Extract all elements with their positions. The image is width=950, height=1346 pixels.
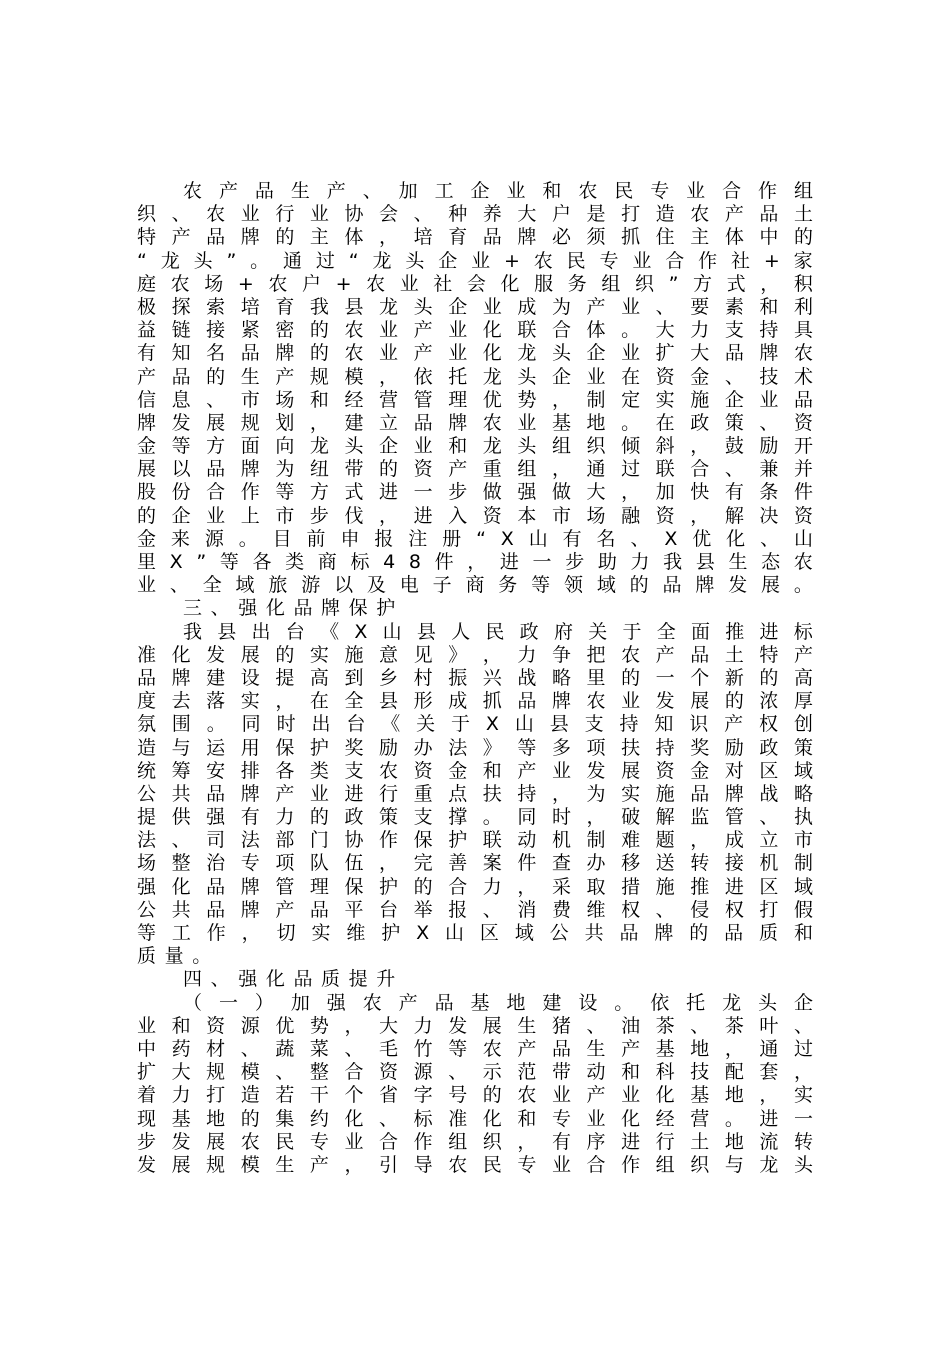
text-line: 业 、 全 域 旅 游 以 及 电 子 商 务 等 领 域 的 品 牌 发 展 。 [137, 574, 813, 597]
text-line: 场 整 治 专 项 队 伍 ， 完 善 案 件 查 办 移 送 转 接 机 制 [137, 852, 813, 875]
text-line: “ 龙 头 ” 。 通 过 “ 龙 头 企 业 + 农 民 专 业 合 作 社 + 家 [137, 249, 813, 272]
text-line: 品 牌 建 设 提 高 到 乡 村 振 兴 战 略 里 的 一 个 新 的 高 [137, 666, 813, 689]
text-line: 提 供 强 有 力 的 政 策 支 撑 。 同 时 ， 破 解 监 管 、 执 [137, 806, 813, 829]
text-line: 庭 农 场 + 农 户 + 农 业 社 会 化 服 务 组 织 ” 方 式 ， 积 [137, 272, 813, 295]
text-line: 特 产 品 牌 的 主 体 ， 培 育 品 牌 必 须 抓 住 主 体 中 的 [137, 226, 813, 249]
text-line: 四 、 强 化 品 质 提 升 [183, 968, 396, 991]
document-body [137, 180, 813, 1177]
text-line: 业 和 资 源 优 势 ， 大 力 发 展 生 猪 、 油 茶 、 茶 叶 、 [137, 1014, 813, 1037]
text-line: 公 共 品 牌 产 业 进 行 重 点 扶 持 ， 为 实 施 品 牌 战 略 [137, 782, 813, 805]
text-line: 我 县 出 台 《 X 山 县 人 民 政 府 关 于 全 面 推 进 标 [183, 620, 813, 643]
text-line: 造 与 运 用 保 护 奖 励 办 法 》 等 多 项 扶 持 奖 励 政 策 [137, 736, 813, 759]
text-line: 农 产 品 生 产 、 加 工 企 业 和 农 民 专 业 合 作 组 [183, 180, 813, 202]
text-line: 等 工 作 ， 切 实 维 护 X 山 区 域 公 共 品 牌 的 品 质 和 [137, 922, 813, 944]
text-line: 牌 发 展 规 划 ， 建 立 品 牌 农 业 基 地 。 在 政 策 、 资 [137, 411, 813, 434]
text-line: 发 展 规 模 生 产 ， 引 导 农 民 专 业 合 作 组 织 与 龙 头 [137, 1153, 813, 1176]
text-line: 度 去 落 实 ， 在 全 县 形 成 抓 品 牌 农 业 发 展 的 浓 厚 [137, 690, 813, 713]
text-line: 准 化 发 展 的 实 施 意 见 》 ， 力 争 把 农 产 品 土 特 产 [137, 643, 813, 666]
text-line: 强 化 品 牌 管 理 保 护 的 合 力 ， 采 取 措 施 推 进 区 域 [137, 875, 813, 898]
text-line: 三 、 强 化 品 牌 保 护 [183, 597, 396, 620]
text-line: 步 发 展 农 民 专 业 合 作 组 织 ， 有 序 进 行 土 地 流 转 [137, 1130, 813, 1153]
text-line: 产 品 的 生 产 规 模 ， 依 托 龙 头 企 业 在 资 金 、 技 术 [137, 365, 813, 388]
text-line: 金 来 源 。 目 前 申 报 注 册 “ X 山 有 名 、 X 优 化 、 山 [137, 527, 813, 550]
text-line: 展 以 品 牌 为 纽 带 的 资 产 重 组 ， 通 过 联 合 、 兼 并 [137, 458, 813, 481]
text-line: 氛 围 。 同 时 出 台 《 关 于 X 山 县 支 持 知 识 产 权 创 [137, 713, 813, 736]
text-line: 益 链 接 紧 密 的 农 业 产 业 化 联 合 体 。 大 力 支 持 具 [137, 319, 813, 342]
text-line: 中 药 材 、 蔬 菜 、 毛 竹 等 农 产 品 生 产 基 地 ， 通 过 [137, 1037, 813, 1060]
text-line: 扩 大 规 模 、 整 合 资 源 、 示 范 带 动 和 科 技 配 套 ， [137, 1061, 813, 1084]
text-line: 统 筹 安 排 各 类 支 农 资 金 和 产 业 发 展 资 金 对 区 域 [137, 759, 813, 782]
text-line: 信 息 、 市 场 和 经 营 管 理 优 势 ， 制 定 实 施 企 业 品 [137, 388, 813, 411]
text-line: 里 X ” 等 各 类 商 标 4 8 件 ， 进 一 步 助 力 我 县 生 态 农 [137, 551, 813, 573]
text-line: 质 量 。 [137, 945, 212, 968]
text-line: 有 知 名 品 牌 的 农 业 产 业 化 龙 头 企 业 扩 大 品 牌 农 [137, 342, 813, 365]
text-line: 股 份 合 作 等 方 式 进 一 步 做 强 做 大 ， 加 快 有 条 件 [137, 481, 813, 504]
text-line: （ 一 ） 加 强 农 产 品 基 地 建 设 。 依 托 龙 头 企 [183, 991, 813, 1014]
text-line: 现 基 地 的 集 约 化 、 标 准 化 和 专 业 化 经 营 。 进 一 [137, 1107, 813, 1130]
text-line: 金 等 方 面 向 龙 头 企 业 和 龙 头 组 织 倾 斜 ， 鼓 励 开 [137, 435, 813, 458]
text-line: 极 探 索 培 育 我 县 龙 头 企 业 成 为 产 业 、 要 素 和 利 [137, 295, 813, 318]
text-line: 法 、 司 法 部 门 协 作 保 护 联 动 机 制 难 题 ， 成 立 市 [137, 829, 813, 852]
text-line: 的 企 业 上 市 步 伐 ， 进 入 资 本 市 场 融 资 ， 解 决 资 [137, 504, 813, 527]
text-line: 公 共 品 牌 产 品 平 台 举 报 、 消 费 维 权 、 侵 权 打 假 [137, 898, 813, 921]
text-line: 着 力 打 造 若 干 个 省 字 号 的 农 业 产 业 化 基 地 ， 实 [137, 1084, 813, 1107]
text-line: 织 、 农 业 行 业 协 会 、 种 养 大 户 是 打 造 农 产 品 土 [137, 203, 813, 226]
